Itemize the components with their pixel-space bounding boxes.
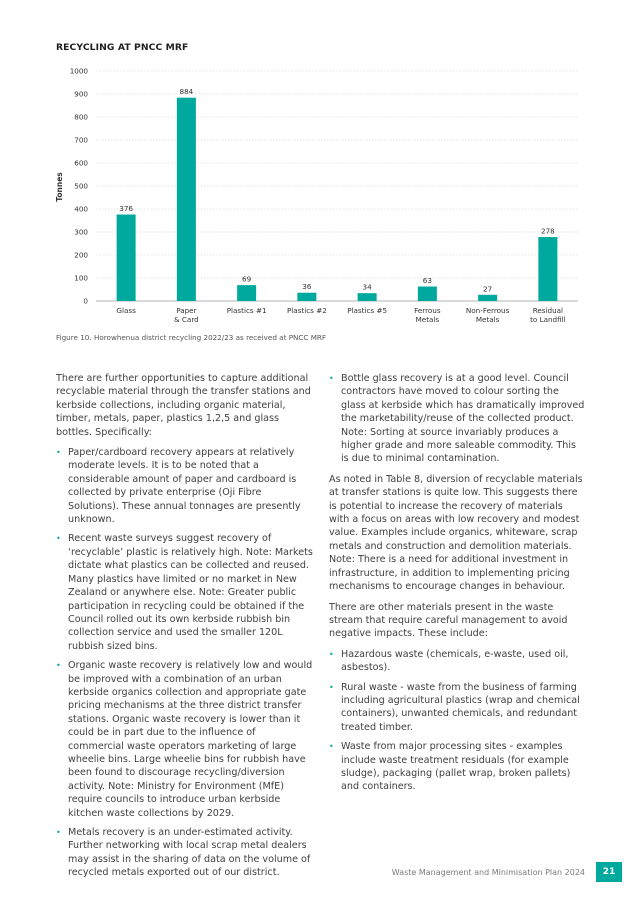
intro-paragraph: There are further opportunities to capture additional recyclable material through the transfer stations and kerbside collections, including organic material, timber, metals, paper, plastics 1,2,5 and glass bottles. Specifically:: [56, 373, 311, 438]
right-text-column: [329, 372, 586, 801]
footer-doc-title: Waste Management and Minimisation Plan 2024: [391, 868, 585, 877]
transfer-station-paragraph: As noted in Table 8, diversion of recyclable materials at transfer stations is quite low. This suggests there is potential to increase the recovery of materials with a focus on areas with low recovery and modest value. Examples include organics, whiteware, scrap metals and construction and demolition materials. Note: There is a need for additional investment in infrastructure, in addition to implementing pricing mechanisms to encourage changes in behaviour.: [329, 473, 583, 593]
bar-value-label: 884: [179, 87, 194, 97]
bar-value-label: 36: [302, 282, 312, 292]
bullet-glass: • Bottle glass recovery is at a good level. Council contractors have moved to colour sorting the glass at kerbside which has dramatically improved the marketability/reuse of the collected product. Note: Sorting at source invariably produces a higher grade and more saleable commodity. This is due to minimal contamination.: [329, 372, 586, 466]
bar: [418, 287, 437, 301]
x-category-label: Plastics #1: [226, 306, 267, 315]
bar: [117, 215, 136, 301]
y-axis-label: Tonnes: [55, 172, 64, 202]
bar-value-label: 27: [483, 284, 493, 294]
bullet-paper: • Paper/cardboard recovery appears at relatively moderate levels. It is to be noted that a considerable amount of paper and cardboard is collected by private enterprise (Oji Fibre Solutions). These annual tonnages are presently unknown.: [56, 446, 313, 526]
x-category-label: Residual to Landfill: [530, 306, 566, 324]
bar: [237, 285, 256, 301]
right-bullet-list-top: [329, 372, 586, 466]
y-tick-label: 200: [74, 250, 88, 260]
right-bullet-list: [329, 648, 586, 794]
x-category-label: Plastics #2: [286, 306, 327, 315]
left-bullet-list: [56, 446, 313, 880]
x-category-label: Paper & Card: [174, 306, 199, 324]
y-tick-label: 800: [74, 112, 88, 122]
bar: [538, 237, 557, 301]
other-materials-paragraph: There are other materials present in the waste stream that require careful management to avoid negative impacts. These include:: [329, 601, 568, 640]
bullet-rural: • Rural waste - waste from the business of farming including agricultural plastics (wrap and chemical containers), unwanted chemicals, and redundant treated timber.: [329, 681, 586, 735]
bar-value-label: 63: [422, 276, 432, 286]
bar-value-label: 376: [119, 204, 133, 214]
recycling-bar-chart: [0, 0, 637, 330]
bullet-processing: • Waste from major processing sites - examples include waste treatment residuals (for example sludge), packaging (pallet wrap, broken pallets) and containers.: [329, 740, 586, 794]
x-category-label: Ferrous Metals: [414, 306, 441, 324]
left-text-column: [56, 372, 313, 887]
bar: [358, 293, 377, 301]
bar: [177, 98, 196, 301]
bullet-plastic: • Recent waste surveys suggest recovery of ‘recyclable’ plastic is relatively high. Note: Markets dictate what plastics can be collected and reused. Many plastics have limited or no market in New Zealand or anywhere else. Note: Greater public participation in recycling could be obtained if the Council rolled out its own kerbside rubbish bin collection service and used the smaller 120L rubbish sized bins.: [56, 532, 313, 653]
figure-caption: Figure 10. Horowhenua district recycling 2022/23 as received at PNCC MRF: [56, 333, 327, 342]
y-tick-label: 500: [74, 181, 88, 191]
bar-value-label: 278: [541, 226, 555, 236]
bar-value-label: 69: [242, 274, 252, 284]
bar: [297, 293, 316, 301]
y-tick-label: 1000: [69, 66, 88, 76]
page-number-badge: 21: [596, 862, 622, 882]
y-tick-label: 300: [74, 227, 88, 237]
bullet-metals: • Metals recovery is an under-estimated activity. Further networking with local scrap metal dealers may assist in the sharing of data on the volume of recycled metals exported out of our district.: [56, 826, 313, 880]
bar-value-label: 34: [362, 282, 372, 292]
x-category-label: Non-Ferrous Metals: [465, 306, 510, 324]
y-tick-label: 900: [74, 89, 88, 99]
bar: [478, 295, 497, 301]
y-tick-label: 400: [74, 204, 88, 214]
bullet-organic: • Organic waste recovery is relatively low and would be improved with a combination of an urban kerbside organics collection and appropriate gate pricing mechanisms at the three district transfer stations. Organic waste recovery is lower than it could be in part due to the influence of commercial waste operators marketing of large wheelie bins. Large wheelie bins for rubbish have been found to discourage recycling/diversion activity. Note: Ministry for Environment (MfE) require councils to introduce urban kerbside kitchen waste collections by 2029.: [56, 659, 313, 820]
x-category-label: Glass: [116, 306, 136, 315]
y-tick-label: 100: [74, 273, 88, 283]
x-category-label: Plastics #5: [347, 306, 388, 315]
chart-title: RECYCLING AT PNCC MRF: [56, 42, 189, 53]
y-tick-label: 0: [83, 296, 88, 306]
y-tick-label: 700: [74, 135, 88, 145]
bullet-hazardous: • Hazardous waste (chemicals, e-waste, used oil, asbestos).: [329, 648, 586, 675]
y-tick-label: 600: [74, 158, 88, 168]
